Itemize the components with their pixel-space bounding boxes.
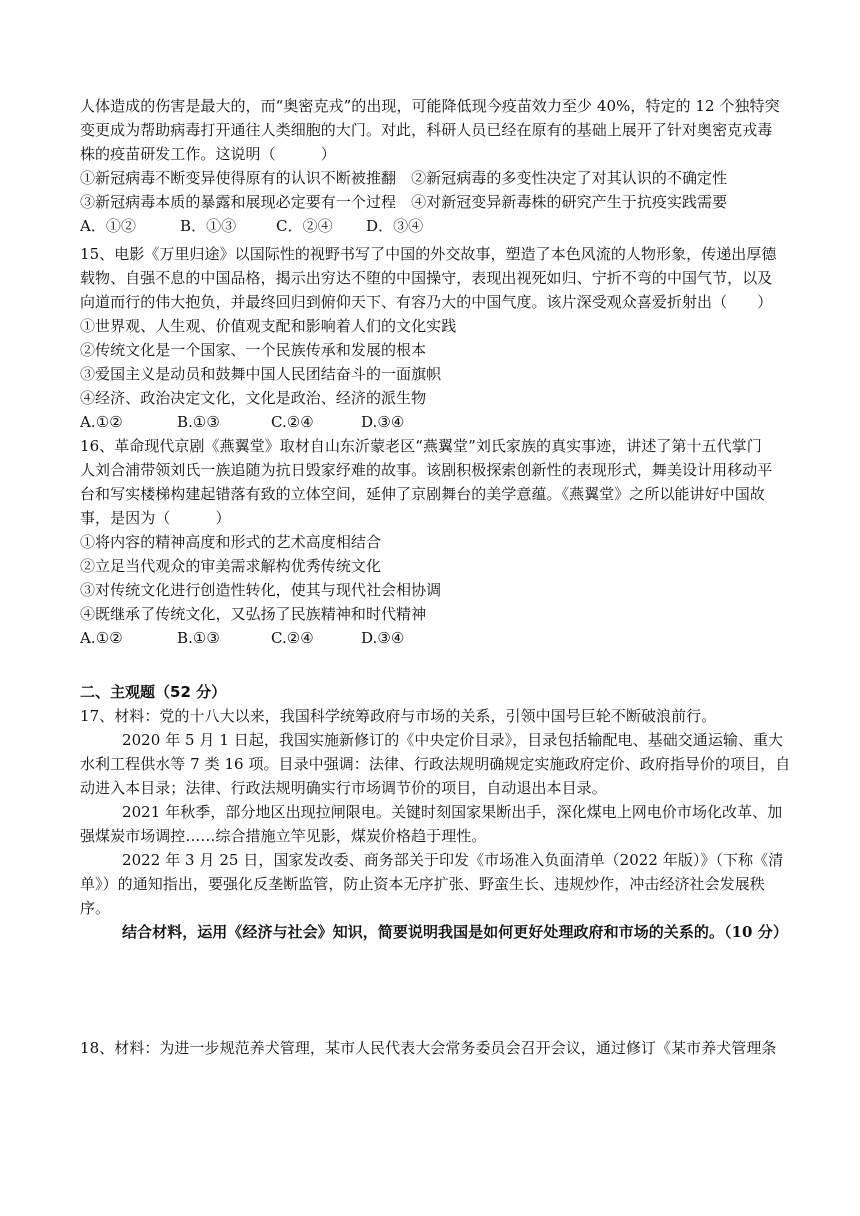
q14-line: 株的疫苗研发工作。这说明（ ） <box>80 145 336 163</box>
q17-paragraph-line: 序。 <box>80 899 111 917</box>
question-17 <box>80 704 791 944</box>
q14-option-a: A．①② <box>80 217 137 235</box>
q17-paragraph-line: 2020 年 5 月 1 日起，我国实施新修订的《中央定价目录》，目录包括输配电、基础交通运输、重大 <box>122 731 784 749</box>
q14-line: 人体造成的伤害是最大的，而“奥密克戎”的出现，可能降低现今疫苗效力至少 40%，特定的 12 个独特突 <box>80 97 780 115</box>
q15-options <box>80 410 786 434</box>
q16-choice-line: ③对传统文化进行创造性转化，使其与现代社会相协调 <box>80 581 442 599</box>
question-14 <box>80 94 786 238</box>
q17-paragraph-line: 单》）的通知指出，要强化反垄断监管，防止资本无序扩张、野蛮生长、违规炒作，冲击经济社会发展秩 <box>80 875 765 893</box>
q17-lead: 17、材料：党的十八大以来，我国科学统筹政府与市场的关系，引领中国号巨轮不断破浪前行。 <box>80 707 717 725</box>
q15-choice-line: ④经济、政治决定文化，文化是政治、经济的派生物 <box>80 389 427 407</box>
q17-paragraph-line: 2021 年秋季，部分地区出现拉闸限电。关键时刻国家果断出手，深化煤电上网电价市场化改革、加 <box>122 803 783 821</box>
question-18 <box>80 1036 786 1060</box>
q16-line: 16、革命现代京剧《燕翼堂》取材自山东沂蒙老区“燕翼堂”刘氏家族的真实事迹，讲述了第十五代掌门 <box>80 437 762 455</box>
exam-page <box>80 94 791 1060</box>
q14-choice-line: ③新冠病毒本质的暴露和展现必定要有一个过程 ④对新冠变异新毒株的研究产生于抗疫实践需要 <box>80 193 728 211</box>
q16-line: 台和写实楼梯构建起错落有致的立体空间，延伸了京剧舞台的美学意蕴。《燕翼堂》之所以能讲好中国故 <box>80 485 765 503</box>
q15-option-b: B.①③ <box>177 413 220 431</box>
q16-option-d: D.③④ <box>361 629 405 647</box>
question-16 <box>80 434 786 650</box>
q15-line: 15、电影《万里归途》以国际性的视野书写了中国的外交故事，塑造了本色风流的人物形象，传递出厚德 <box>80 245 777 263</box>
q14-choice-line: ①新冠病毒不断变异使得原有的认识不断被推翻 ②新冠病毒的多变性决定了对其认识的不确定性 <box>80 169 728 187</box>
q16-options <box>80 626 786 650</box>
q16-option-c: C.②④ <box>271 629 314 647</box>
q16-choice-line: ①将内容的精神高度和形式的艺术高度相结合 <box>80 533 382 551</box>
q15-option-c: C.②④ <box>271 413 314 431</box>
q14-options <box>80 214 786 238</box>
q18-lead: 18、材料：为进一步规范养犬管理，某市人民代表大会常务委员会召开会议，通过修订《某市养犬管理条 <box>80 1039 777 1057</box>
q15-option-a: A.①② <box>80 413 123 431</box>
q16-line: 人刘合浦带领刘氏一族追随为抗日毁家纾难的故事。该剧积极探索创新性的表现形式，舞美设计用移动平 <box>80 461 773 479</box>
q17-task: 结合材料，运用《经济与社会》知识，简要说明我国是如何更好处理政府和市场的关系的。（10 分） <box>122 923 788 941</box>
q16-choice-line: ②立足当代观众的审美需求解构优秀传统文化 <box>80 557 382 575</box>
q14-option-d: D．③④ <box>366 217 424 235</box>
q17-paragraph-line: 强煤炭市场调控……综合措施立竿见影，煤炭价格趋于理性。 <box>80 827 487 845</box>
q14-option-c: C．②④ <box>276 217 333 235</box>
q15-option-d: D.③④ <box>361 413 405 431</box>
question-15 <box>80 242 786 434</box>
q17-paragraph-line: 2022 年 3 月 25 日，国家发改委、商务部关于印发《市场准入负面清单（2022 年版）》（下称《清 <box>122 851 784 869</box>
q16-line: 事，是因为（ ） <box>80 509 231 527</box>
answer-space <box>80 944 786 1036</box>
q16-option-a: A.①② <box>80 629 123 647</box>
q14-line: 变更成为帮助病毒打开通往人类细胞的大门。对此，科研人员已经在原有的基础上展开了针对奥密克戎毒 <box>80 121 773 139</box>
q15-choice-line: ①世界观、人生观、价值观支配和影响着人们的文化实践 <box>80 317 457 335</box>
q17-paragraph-line: 水利工程供水等 7 类 16 项。目录中强调：法律、行政法规明确规定实施政府定价、政府指导价的项目，自 <box>80 755 791 773</box>
q14-option-b: B．①③ <box>180 217 237 235</box>
q15-line: 载物、自强不息的中国品格，揭示出穷达不堕的中国操守，表现出视死如归、宁折不弯的中国气节，以及 <box>80 269 773 287</box>
q17-paragraph-line: 动进入本目录；法律、行政法规明确实行市场调节价的项目，自动退出本目录。 <box>80 779 607 797</box>
q16-option-b: B.①③ <box>177 629 220 647</box>
q15-line: 向道而行的伟大抱负，并最终回归到俯仰天下、有容乃大的中国气度。该片深受观众喜爱折射出（ ） <box>80 293 773 311</box>
q15-choice-line: ③爱国主义是动员和鼓舞中国人民团结奋斗的一面旗帜 <box>80 365 442 383</box>
q16-choice-line: ④既继承了传统文化，又弘扬了民族精神和时代精神 <box>80 605 427 623</box>
section-heading: 二、主观题（52 分） <box>80 683 227 701</box>
q15-choice-line: ②传统文化是一个国家、一个民族传承和发展的根本 <box>80 341 427 359</box>
